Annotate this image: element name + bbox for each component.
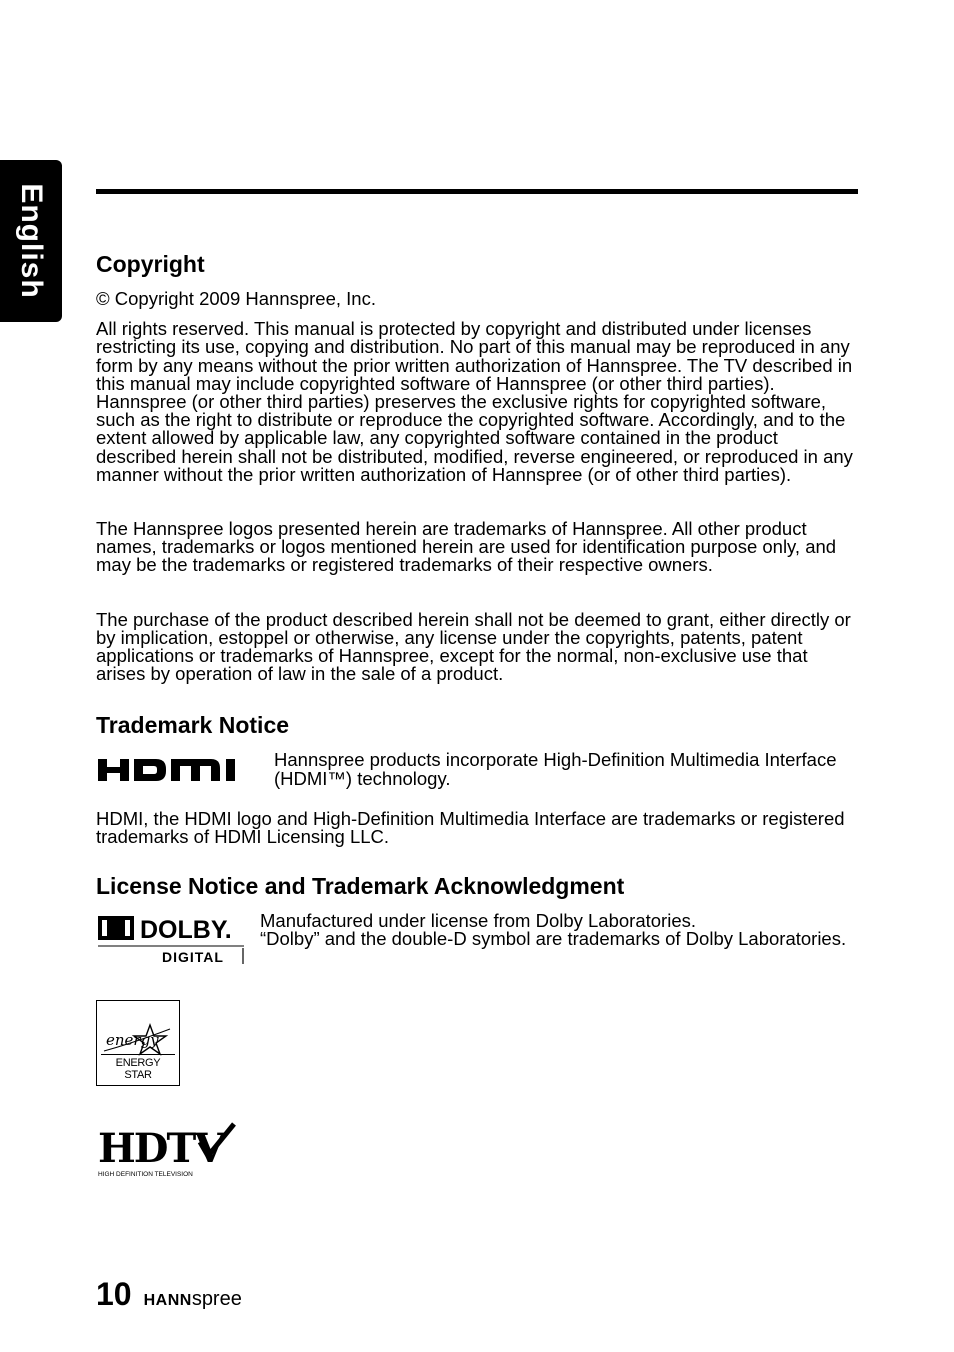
- hdmi-row: [96, 751, 858, 787]
- hdtv-logo: [96, 1120, 238, 1180]
- dolby-digital-text: DIGITAL: [162, 949, 224, 966]
- brand-light: spree: [191, 1288, 242, 1310]
- energy-script-text: energy: [106, 1031, 159, 1050]
- dolby-text-block: [260, 912, 846, 948]
- license-heading: License Notice and Trademark Acknowledgment: [96, 873, 625, 900]
- copyright-paragraph-1: All rights reserved. This manual is protected by copyright and distributed under licenses restricting its use, copying and distribution. No part of this manual may be reproduced in any form by any means without the prior written authorization of Hannspree. The TV described in this manual may include copyrighted software of Hannspree (or other third parties). Hannspree (or other third parties) preserves the exclusive rights for copyrighted software, such as the right to distribute or reproduce the copyrighted software. Accordingly, and to the extent allowed by applicable law, any copyrighted software contained in the product described herein shall not be distributed, modified, reverse engineered, or reproduced in any manner without the prior written authorization of Hannspree (or of other third parties).: [96, 318, 853, 485]
- dolby-row: [96, 912, 858, 968]
- copyright-line: © Copyright 2009 Hannspree, Inc.: [96, 288, 376, 309]
- page-footer: [96, 1276, 242, 1313]
- hdmi-logo: [96, 755, 252, 785]
- language-tab: [0, 160, 62, 322]
- brand-bold: HANN: [143, 1292, 192, 1309]
- copyright-paragraph-2: The Hannspree logos presented herein are trademarks of Hannspree. All other product names, trademarks or logos mentioned herein are used for identification purpose only, and may be the trademarks or registered trademarks of their respective owners.: [96, 518, 837, 576]
- hdtv-subtitle: HIGH DEFINITION TELEVISION: [98, 1171, 193, 1179]
- hdmi-description: Hannspree products incorporate High-Definition Multimedia Interface (HDMI™) technology.: [274, 749, 837, 789]
- energy-star-label: ENERGY STAR: [101, 1054, 175, 1081]
- trademark-heading: Trademark Notice: [96, 712, 290, 739]
- dolby-wordmark: DOLBY.: [140, 916, 232, 945]
- copyright-paragraph-3: The purchase of the product described herein shall not be deemed to grant, either directly or by implication, estoppel or otherwise, any license under the copyrights, patents, patent applications or trademarks of Hannspree, except for the normal, non-exclusive use that arises by operation of law in the sale of a product.: [96, 608, 851, 685]
- hdtv-wordmark: HDTV: [98, 1125, 224, 1173]
- page-number: 10: [96, 1276, 132, 1312]
- copyright-heading: Copyright: [96, 251, 205, 277]
- page-content: [96, 250, 858, 1180]
- top-rule: [96, 189, 858, 194]
- dolby-digital-logo: [96, 912, 246, 968]
- hannspree-logo: [144, 1288, 242, 1311]
- dolby-description-1: Manufactured under license from Dolby Laboratories.: [260, 910, 697, 932]
- hdmi-trademark-note: HDMI, the HDMI logo and High-Definition Multimedia Interface are trademarks or registered trademarks of HDMI Licensing LLC.: [96, 807, 845, 848]
- language-label: English: [15, 183, 48, 299]
- energy-star-logo: [96, 1000, 180, 1086]
- dolby-description-2: “Dolby” and the double-D symbol are trademarks of Dolby Laboratories.: [260, 928, 847, 950]
